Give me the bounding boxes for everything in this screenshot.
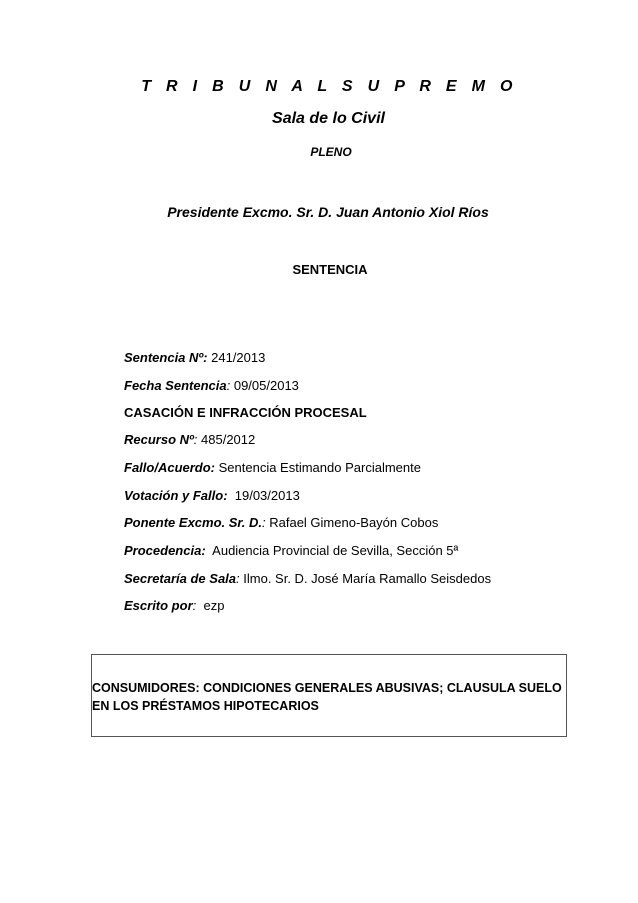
field-sentencia-number [124,350,265,365]
field-label: Secretaría de Sala [124,571,237,586]
field-fallo-acuerdo [124,460,421,475]
field-label: Fallo/Acuerdo: [124,460,216,475]
document-type-heading: SENTENCIA [292,262,368,277]
field-separator: : [226,378,231,393]
section-label: PLENO [310,145,352,159]
chamber-title: Sala de lo Civil [272,110,385,127]
field-label: Fecha Sentencia [124,378,227,393]
field-value: 241/2013 [207,350,266,365]
field-ponente [124,515,438,530]
field-casacion-heading: CASACIÓN E INFRACCIÓN PROCESAL [124,405,367,420]
field-value: Ilmo. Sr. D. José María Ramallo Seisdedos [239,571,492,586]
field-label: Ponente Excmo. Sr. D. [124,515,262,530]
field-secretaria [124,571,491,586]
field-separator: : [262,515,266,530]
field-label: Procedencia: [124,543,206,558]
field-label: Escrito por [124,598,193,613]
summary-text: CONSUMIDORES: CONDICIONES GENERALES ABUSIVAS; CLAUSULA SUELO EN LOS PRÉSTAMOS HIPOTECARIOS [92,681,562,713]
field-label: Recurso Nº [124,432,194,447]
field-escrito-por [124,598,224,613]
field-value: 09/05/2013 [230,378,299,393]
field-value: 19/03/2013 [227,488,300,503]
president-line: Presidente Excmo. Sr. D. Juan Antonio Xiol Ríos [167,204,489,220]
field-value: 485/2012 [197,432,256,447]
field-procedencia [124,543,458,558]
summary-box [91,654,567,737]
field-fecha-sentencia [124,378,299,393]
field-label: Votación y Fallo: [124,488,228,503]
field-label: Sentencia Nº: [124,350,208,365]
field-separator: : [193,432,198,447]
field-separator: : [192,598,197,613]
field-separator: : [236,571,240,586]
field-votacion-fallo [124,488,300,503]
field-value: Sentencia Estimando Parcialmente [215,460,421,475]
field-value: Rafael Gimeno-Bayón Cobos [265,515,439,530]
field-recurso-number [124,432,255,447]
field-value: ezp [196,598,225,613]
court-title: T R I B U N A L S U P R E M O [141,78,518,95]
field-value: Audiencia Provincial de Sevilla, Sección 5ª [205,543,459,558]
